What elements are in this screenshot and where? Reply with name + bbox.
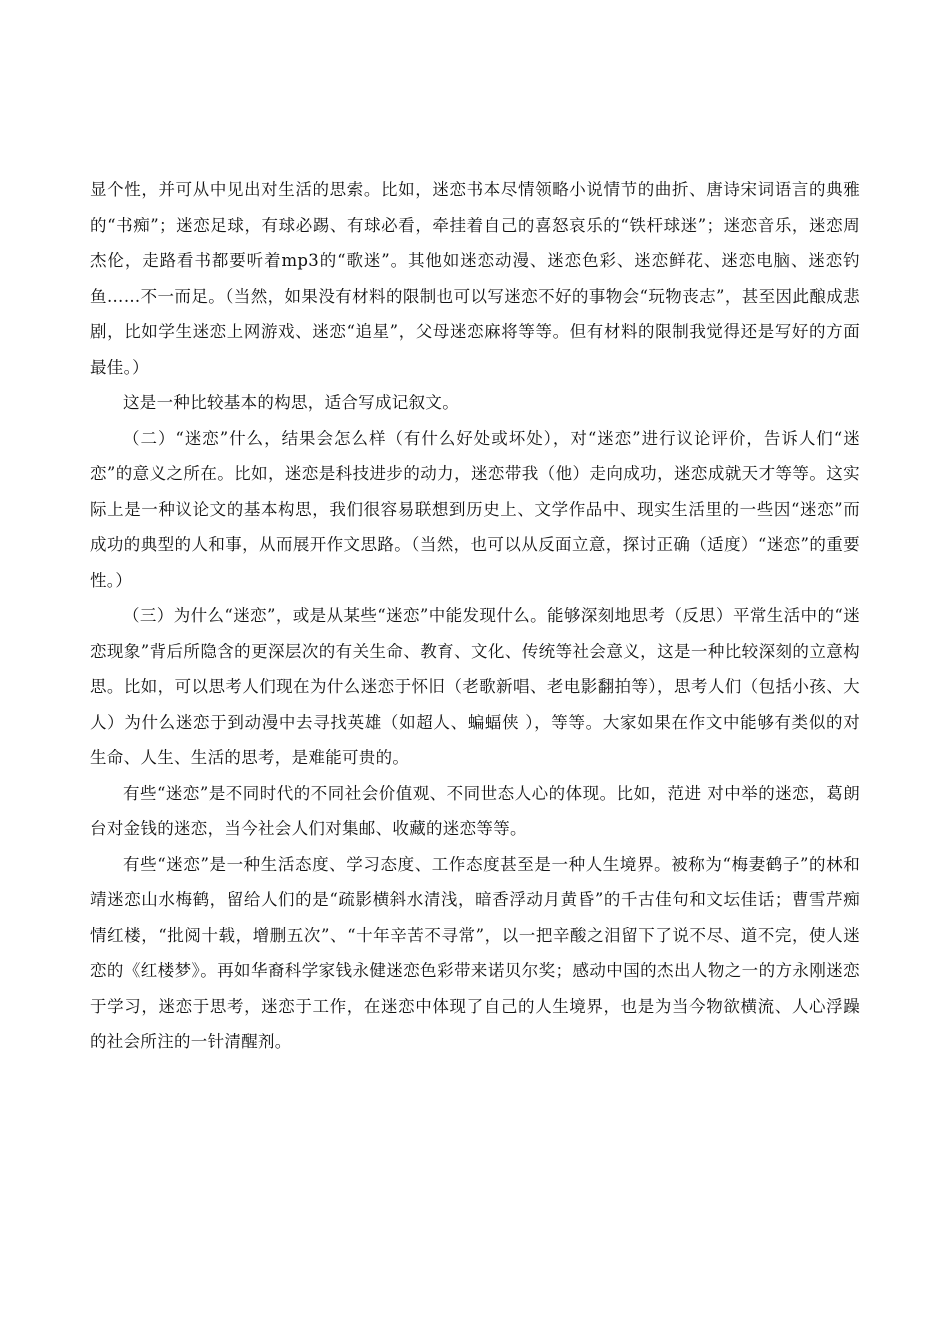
paragraph-social-values: 有些“迷恋”是不同时代的不同社会价值观、不同世态人心的体现。比如，范进 对中举的迷恋，葛朗台对金钱的迷恋，当今社会人们对集邮、收藏的迷恋等等。 xyxy=(90,783,860,838)
document-body xyxy=(90,172,860,1060)
paragraph-section-two: （二）“迷恋”什么，结果会怎么样（有什么好处或坏处），对“迷恋”进行议论评价，告诉人们“迷恋”的意义之所在。比如，迷恋是科技进步的动力，迷恋带我（他）走向成功，迷恋成就天才等等。这实际上是一种议论文的基本构思，我们很容易联想到历史上、文学作品中、现实生活里的一些因“迷恋”而成功的典型的人和事，从而展开作文思路。（当然，也可以从反面立意，探讨正确（适度）“迷恋”的重要性。） xyxy=(90,428,860,590)
paragraph-section-three: （三）为什么“迷恋”，或是从某些“迷恋”中能发现什么。能够深刻地思考（反思）平常生活中的“迷恋现象”背后所隐含的更深层次的有关生命、教育、文化、传统等社会意义，这是一种比较深刻的立意构思。比如，可以思考人们现在为什么迷恋于怀旧（老歌新唱、老电影翻拍等），思考人们（包括小孩、大人）为什么迷恋于到动漫中去寻找英雄（如超人、蝙蝠侠 ），等等。大家如果在作文中能够有类似的对生命、人生、生活的思考，是难能可贵的。 xyxy=(90,606,860,767)
paragraph-continuation: 显个性，并可从中见出对生活的思索。比如，迷恋书本尽情领略小说情节的曲折、唐诗宋词语言的典雅的“书痴”；迷恋足球，有球必踢、有球必看，牵挂着自己的喜怒哀乐的“铁杆球迷”；迷恋音乐，迷恋周杰伦，走路看书都要听着mp3的“歌迷”。其他如迷恋动漫、迷恋色彩、迷恋鲜花、迷恋电脑、迷恋钓鱼……不一而足。（当然，如果没有材料的限制也可以写迷恋不好的事物会“玩物丧志”，甚至因此酿成悲剧，比如学生迷恋上网游戏、迷恋“追星”，父母迷恋麻将等等。但有材料的限制我觉得还是写好的方面最佳。） xyxy=(90,180,860,377)
paragraph-life-attitude: 有些“迷恋”是一种生活态度、学习态度、工作态度甚至是一种人生境界。被称为“梅妻鹤子”的林和靖迷恋山水梅鹤，留给人们的是“疏影横斜水清浅，暗香浮动月黄昏”的千古佳句和文坛佳话；曹雪芹痴情红楼，“批阅十载，增删五次”、“十年辛苦不寻常”，以一把辛酸之泪留下了说不尽、道不完，使人迷恋的《红楼梦》。再如华裔科学家钱永健迷恋色彩带来诺贝尔奖；感动中国的杰出人物之一的方永刚迷恋于学习，迷恋于思考，迷恋于工作，在迷恋中体现了自己的人生境界，也是为当今物欲横流、人心浮躁的社会所注的一针清醒剂。 xyxy=(90,854,860,1051)
paragraph-summary-narrative: 这是一种比较基本的构思，适合写成记叙文。 xyxy=(123,393,459,412)
